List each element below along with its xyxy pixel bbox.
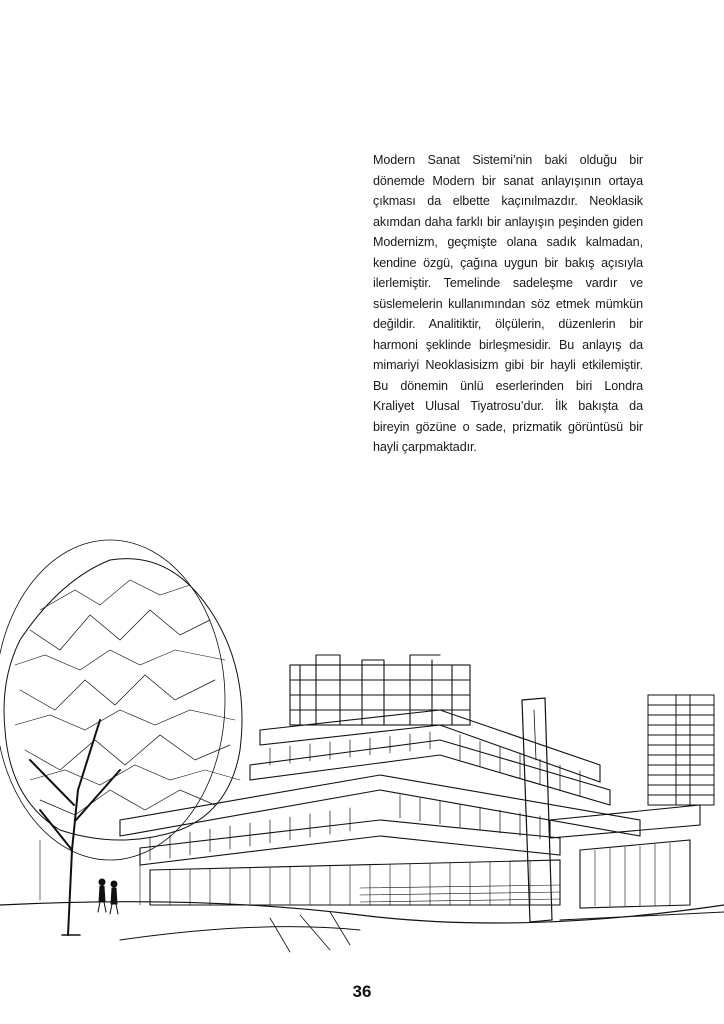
tree (0, 540, 242, 935)
page-number: 36 (352, 982, 372, 1001)
sign-pillar (522, 698, 552, 922)
background-tower (648, 695, 714, 805)
theatre-building (120, 655, 700, 908)
theatre-sketch-illustration (0, 520, 724, 960)
pedestrian-figures (98, 879, 118, 914)
body-paragraph: Modern Sanat Sistemi’nin baki olduğu bir dönemde Modern bir sanat anlayışının ortaya çıkması da elbette kaçınılmazdır. Neoklasik akımdan daha farklı bir anlayışın peşinden giden Modernizm, geçmişte olana sadık kalmadan, kendine özgü, çağına uygun bir bakış açısıyla ilerlemiştir. Temelinde sadeleşme vardır ve süslemelerin kullanımından söz etmek mümkün değildir. Analitiktir, ölçülerin, düzenlerin bir harmoni şeklinde birleşmesidir. Bu anlayış da mimariyi Neoklasisizm gibi bir hayli etkilemiştir. Bu dönemin ünlü eserlerinden biri Londra Kraliyet Ulusal Tiyatrosu’dur. İlk bakışta da bireyin gözüne o sade, prizmatik görüntüsü bir hayli çarpmaktadır. (373, 153, 643, 454)
